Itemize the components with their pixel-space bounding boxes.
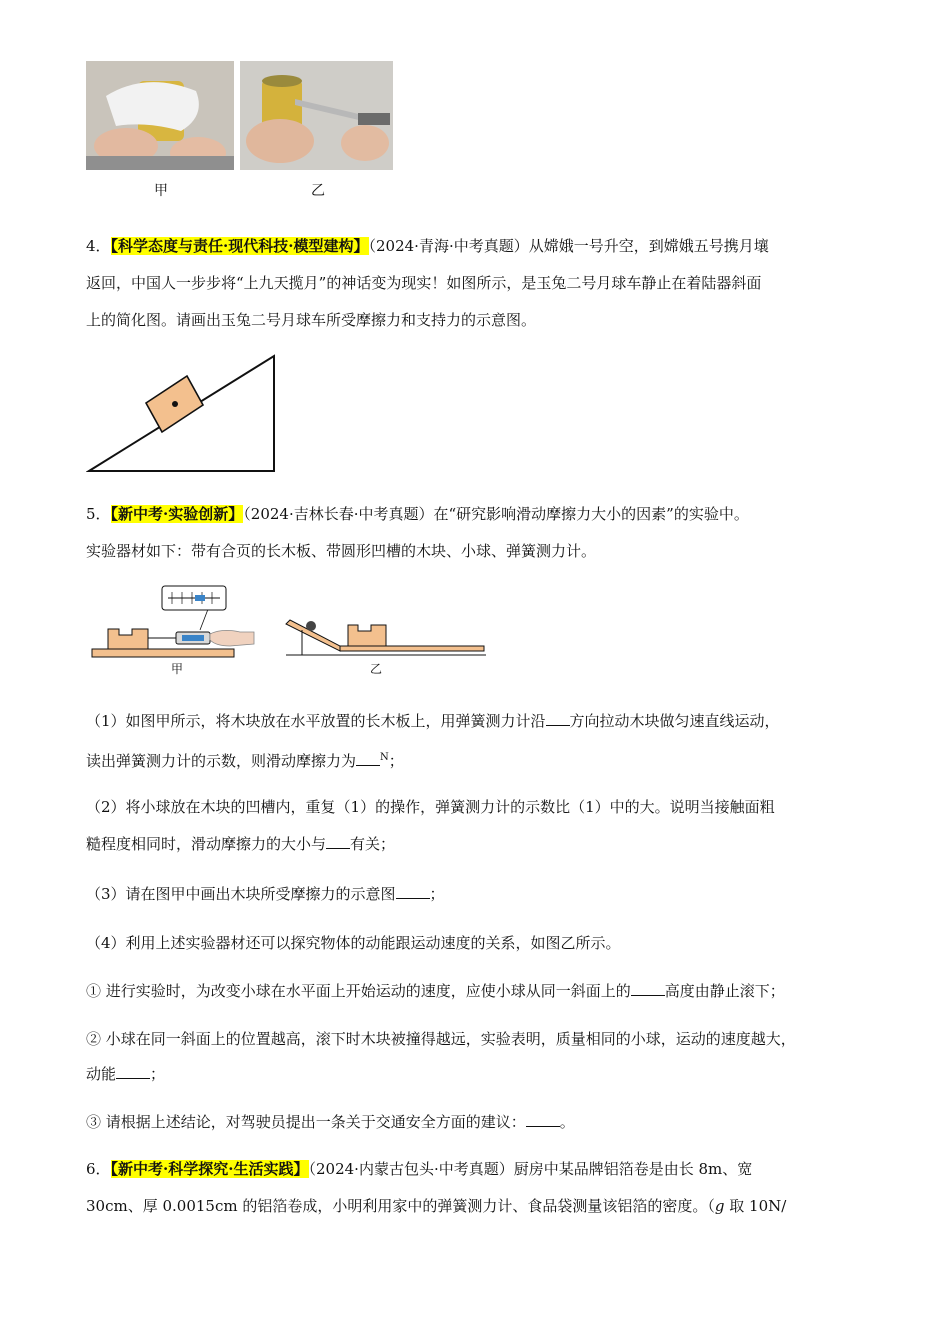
q5-sub2-line-b xyxy=(86,1063,165,1085)
q4-tag: 【科学态度与责任·现代科技·模型建构】 xyxy=(110,237,369,255)
q5-sub3-text: ③ 请根据上述结论，对驾驶员提出一条关于交通安全方面的建议： xyxy=(86,1113,526,1131)
q5-line-1 xyxy=(86,503,749,525)
q5-part3-line xyxy=(86,883,445,905)
experiment-figure-yi xyxy=(280,610,490,660)
q6-line-2 xyxy=(86,1195,786,1217)
block-yi xyxy=(348,625,386,646)
photo-jar-cloth xyxy=(86,61,234,170)
answer-blank-height[interactable] xyxy=(631,981,665,996)
block-jia xyxy=(108,629,148,649)
q5-sub1-line xyxy=(86,980,785,1002)
q5-sub1-text: ① 进行实验时，为改变小球在水平面上开始运动的速度，应使小球从同一斜面上的 xyxy=(86,982,631,1000)
q5-part4-line: （4）利用上述实验器材还可以探究物体的动能跟运动速度的关系，如图乙所示。 xyxy=(86,934,621,952)
q6-number: 6． xyxy=(86,1160,111,1178)
q4-number: 4． xyxy=(86,237,111,255)
rover-center-dot xyxy=(172,401,178,407)
q5-part2-text-b: 糙程度相同时，滑动摩擦力的大小与 xyxy=(86,835,327,853)
q4-line-1 xyxy=(86,235,769,257)
q5-sub3-line xyxy=(86,1111,575,1133)
q4-line-1-text: （2024·青海·中考真题）从嫦娥一号升空，到嫦娥五号携月壤 xyxy=(368,237,769,255)
q5-part1-text-a: （1）如图甲所示，将木块放在水平放置的长木板上，用弹簧测力计沿 xyxy=(86,712,546,730)
incline-diagram xyxy=(86,352,280,476)
q6-line-2-text: 30cm、厚 0.0015cm 的铝箔卷成，小明利用家中的弹簧测力计、食品袋测量该铝箔的密度。（ xyxy=(86,1197,715,1215)
figure-label-yi: 乙 xyxy=(370,662,383,676)
unit-newton: N xyxy=(380,752,389,763)
q5-part2-line-b xyxy=(86,833,395,855)
q5-part1-line-a xyxy=(86,710,780,732)
q5-part1-line-b xyxy=(86,747,404,772)
q5-sub2-text-b: 动能 xyxy=(86,1065,117,1083)
q5-part1-text-a-end: 方向拉动木块做匀速直线运动， xyxy=(569,712,780,730)
answer-blank-safety-advice[interactable] xyxy=(526,1112,560,1127)
photo-jar-knife-image xyxy=(240,61,393,170)
board-jia xyxy=(92,649,234,657)
q5-part2-text-b-end: 有关； xyxy=(350,835,396,853)
q5-sub3-text-end: 。 xyxy=(559,1113,575,1131)
photo-jar-cloth-image xyxy=(86,61,234,170)
q5-part2-line-a: （2）将小球放在木块的凹槽内，重复（1）的操作，弹簧测力计的示数比（1）中的大。说明当接触面粗 xyxy=(86,798,775,816)
q5-sub2-line-a: ② 小球在同一斜面上的位置越高，滚下时木块被撞得越远，实验表明，质量相同的小球，运动的速度越大， xyxy=(86,1030,796,1048)
photo-caption-right: 乙 xyxy=(311,183,325,199)
q5-part1-text-b-end: ； xyxy=(388,752,404,770)
photo-caption-left: 甲 xyxy=(154,183,168,199)
q6-gravity-symbol: g xyxy=(714,1197,725,1215)
q4-line-3: 上的简化图。请画出玉兔二号月球车所受摩擦力和支持力的示意图。 xyxy=(86,311,537,329)
answer-blank-related-factor[interactable] xyxy=(326,834,350,849)
q5-part3-text: （3）请在图甲中画出木块所受摩擦力的示意图 xyxy=(86,885,396,903)
q6-tag: 【新中考·科学探究·生活实践】 xyxy=(110,1160,309,1178)
q6-line-2-text-end: 取 10N/ xyxy=(724,1197,787,1215)
board-yi xyxy=(340,646,484,651)
q4-line-2: 返回，中国人一步步将“上九天揽月”的神话变为现实！如图所示，是玉兔二号月球车静止在着陆器斜面 xyxy=(86,274,762,292)
q5-part1-text-b: 读出弹簧测力计的示数，则滑动摩擦力为 xyxy=(86,752,357,770)
q5-tag: 【新中考·实验创新】 xyxy=(110,505,244,523)
answer-blank-direction[interactable] xyxy=(546,711,570,726)
figure-label-jia: 甲 xyxy=(171,662,184,676)
ball-yi xyxy=(306,621,316,631)
q6-line-1 xyxy=(86,1158,752,1180)
answer-blank-friction-diagram[interactable] xyxy=(396,884,430,899)
answer-blank-kinetic-energy[interactable] xyxy=(116,1064,150,1079)
q5-line-1-text: （2024·吉林长春·中考真题）在“研究影响滑动摩擦力大小的因素”的实验中。 xyxy=(243,505,749,523)
q5-number: 5． xyxy=(86,505,111,523)
q6-line-1-text: （2024·内蒙古包头·中考真题）厨房中某品牌铝箔卷是由长 8m、宽 xyxy=(308,1160,753,1178)
q5-sub2-text-b-end: ； xyxy=(150,1065,166,1083)
q5-part3-text-end: ； xyxy=(429,885,445,903)
hand-jia xyxy=(210,630,254,646)
answer-blank-friction-value[interactable] xyxy=(356,751,380,766)
q5-sub1-text-end: 高度由静止滚下； xyxy=(664,982,785,1000)
photo-jar-knife xyxy=(240,61,393,170)
q5-line-2: 实验器材如下：带有合页的长木板、带圆形凹槽的木块、小球、弹簧测力计。 xyxy=(86,542,597,560)
